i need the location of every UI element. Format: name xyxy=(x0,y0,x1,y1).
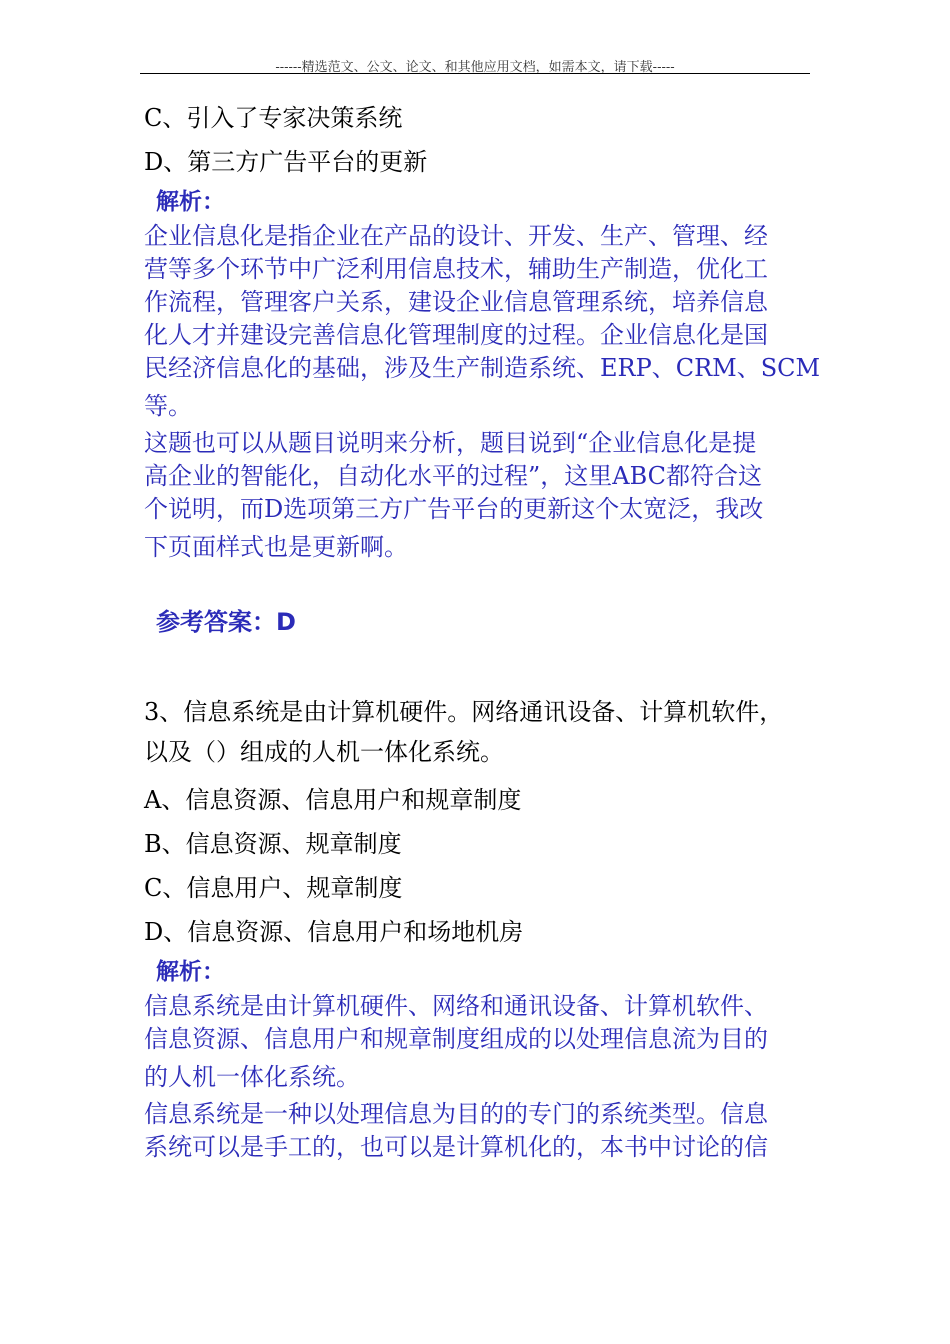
q3-stem xyxy=(144,692,812,772)
q3-option-c: C、信息用户、规章制度 xyxy=(144,874,403,902)
text-line: 个说明，而D选项第三方广告平台的更新这个太宽泛，我改 xyxy=(144,495,764,523)
page-header: ------精选范文、公文、论文、和其他应用文档，如需本文，请下载----- xyxy=(275,60,675,75)
q2-answer: 参考答案：D xyxy=(156,608,296,636)
q2-analysis-label: 解析： xyxy=(156,189,225,215)
text-line: 化人才并建设完善信息化管理制度的过程。企业信息化是国 xyxy=(144,321,768,349)
text-line: 系统可以是手工的，也可以是计算机化的，本书中讨论的信 xyxy=(144,1133,768,1161)
header-rule xyxy=(140,73,810,74)
text-line: 作流程，管理客户关系，建设企业信息管理系统，培养信息 xyxy=(144,288,768,316)
spacer xyxy=(144,568,812,604)
q3-option-d: D、信息资源、信息用户和场地机房 xyxy=(144,918,524,946)
text-line: 的人机一体化系统。 xyxy=(144,1063,360,1091)
q3-analysis-paragraph-1 xyxy=(144,990,812,1098)
q2-options xyxy=(144,96,812,184)
text-line: 下页面样式也是更新啊。 xyxy=(144,533,408,561)
text-line: 以及（）组成的人机一体化系统。 xyxy=(144,738,504,766)
spacer xyxy=(144,640,812,692)
q2-analysis-paragraph-1 xyxy=(144,220,821,427)
text-line: 民经济信息化的基础，涉及生产制造系统、ERP、CRM、SCM xyxy=(144,354,821,382)
q3-analysis-label: 解析： xyxy=(156,959,225,985)
text-line: 信息系统是一种以处理信息为目的的专门的系统类型。信息 xyxy=(144,1100,768,1128)
q3-option-b: B、信息资源、规章制度 xyxy=(144,830,402,858)
q2-option-d: D、第三方广告平台的更新 xyxy=(144,148,428,176)
text-line: 信息系统是由计算机硬件、网络和通讯设备、计算机软件、 xyxy=(144,992,768,1020)
text-line: 3、信息系统是由计算机硬件。网络通讯设备、计算机软件， xyxy=(144,698,784,726)
text-line: 高企业的智能化，自动化水平的过程”，这里ABC都符合这 xyxy=(144,462,763,490)
text-line: 营等多个环节中广泛利用信息技术，辅助生产制造，优化工 xyxy=(144,255,768,283)
q2-option-c: C、引入了专家决策系统 xyxy=(144,104,403,132)
text-line: 这题也可以从题目说明来分析，题目说到“企业信息化是提 xyxy=(144,429,757,457)
q2-analysis-paragraph-2 xyxy=(144,427,812,568)
text-line: 等。 xyxy=(144,392,192,420)
document-body xyxy=(144,96,821,1164)
q3-options xyxy=(144,778,812,954)
text-line: 信息资源、信息用户和规章制度组成的以处理信息流为目的 xyxy=(144,1025,768,1053)
text-line: 企业信息化是指企业在产品的设计、开发、生产、管理、经 xyxy=(144,222,768,250)
q3-option-a: A、信息资源、信息用户和规章制度 xyxy=(144,786,522,814)
q3-analysis-paragraph-2 xyxy=(144,1098,812,1164)
